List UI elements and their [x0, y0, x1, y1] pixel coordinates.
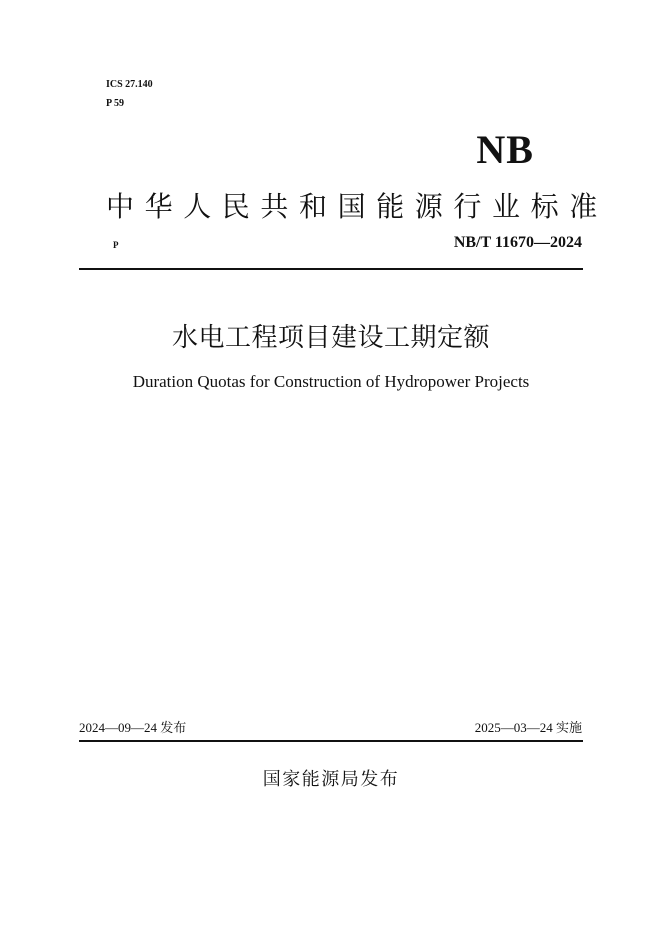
- ics-code: ICS 27.140: [106, 79, 153, 90]
- document-title-en: Duration Quotas for Construction of Hydropower Projects: [132, 372, 530, 391]
- document-title-cn: 水电工程项目建设工期定额: [171, 323, 490, 353]
- publisher: 国家能源局发布: [262, 769, 400, 790]
- nb-logo: NB: [476, 127, 534, 172]
- standard-number: NB/T 11670—2024: [453, 234, 582, 251]
- bottom-divider: [79, 740, 583, 742]
- classification-codes: [106, 79, 153, 117]
- standard-category-title: 中华人民共和国能源行业标准: [106, 190, 608, 223]
- top-divider: [79, 268, 583, 270]
- ccs-code: P 59: [106, 98, 125, 109]
- p-label: P: [113, 240, 119, 250]
- issue-date: 2024—09—24 发布: [79, 720, 187, 735]
- implementation-date: 2025—03—24 实施: [474, 720, 582, 735]
